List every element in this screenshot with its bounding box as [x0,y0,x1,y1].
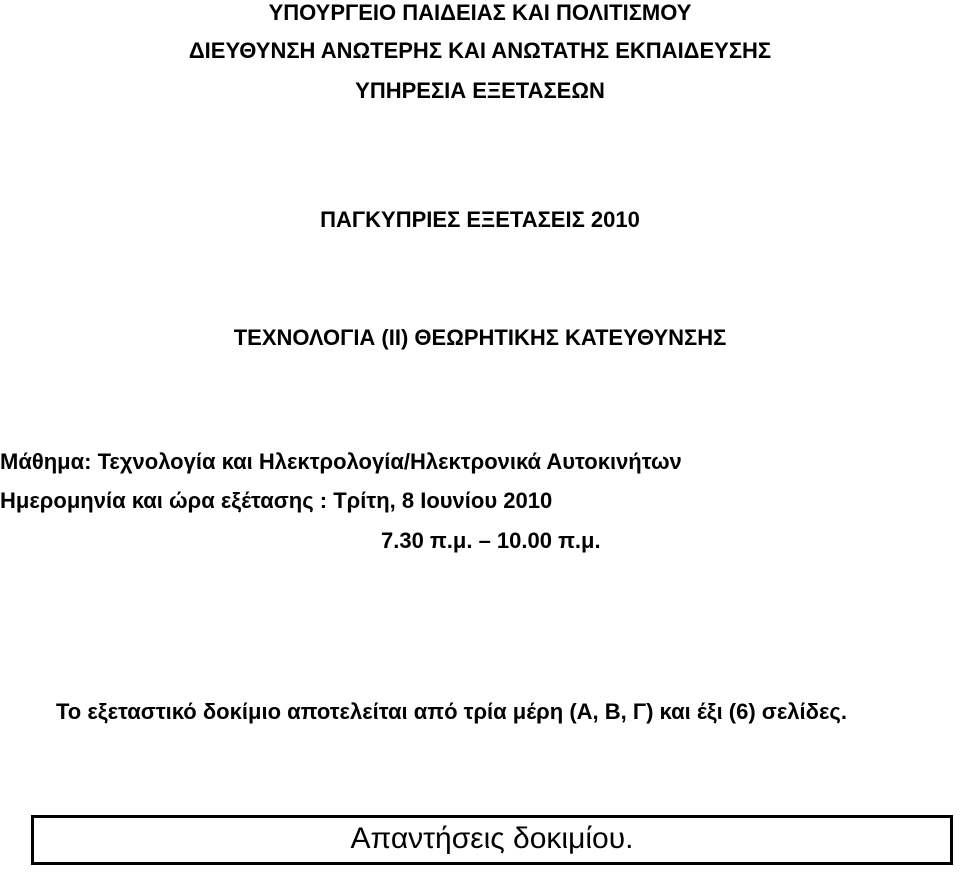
answers-box [31,815,953,865]
service-heading: ΥΠΗΡΕΣΙΑ ΕΞΕΤΑΣΕΩΝ [355,78,605,103]
directorate-heading: ΔΙΕΥΘΥΝΣΗ ΑΝΩΤΕΡΗΣ ΚΑΙ ΑΝΩΤΑΤΗΣ ΕΚΠΑΙΔΕΥΣΗΣ [188,38,772,63]
time-line: 7.30 π.μ. – 10.00 π.μ. [381,528,601,553]
subject-title: ΤΕΧΝΟΛΟΓΙΑ (ΙΙ) ΘΕΩΡΗΤΙΚΗΣ ΚΑΤΕΥΘΥΝΣΗΣ [233,325,727,350]
date-line: Ημερομηνία και ώρα εξέτασης : Τρίτη, 8 Ιουνίου 2010 [0,488,553,513]
answers-title: Απαντήσεις δοκιμίου. [350,822,634,855]
structure-note: Το εξεταστικό δοκίμιο αποτελείται από τρία μέρη (Α, Β, Γ) και έξι (6) σελίδες. [56,699,847,724]
ministry-heading: ΥΠΟΥΡΓΕΙΟ ΠΑΙΔΕΙΑΣ ΚΑΙ ΠΟΛΙΤΙΣΜΟΥ [268,0,692,25]
exam-title: ΠΑΓΚΥΠΡΙΕΣ ΕΞΕΤΑΣΕΙΣ 2010 [320,207,640,232]
course-line: Μάθημα: Τεχνολογία και Ηλεκτρολογία/Ηλεκτρονικά Αυτοκινήτων [0,449,682,474]
